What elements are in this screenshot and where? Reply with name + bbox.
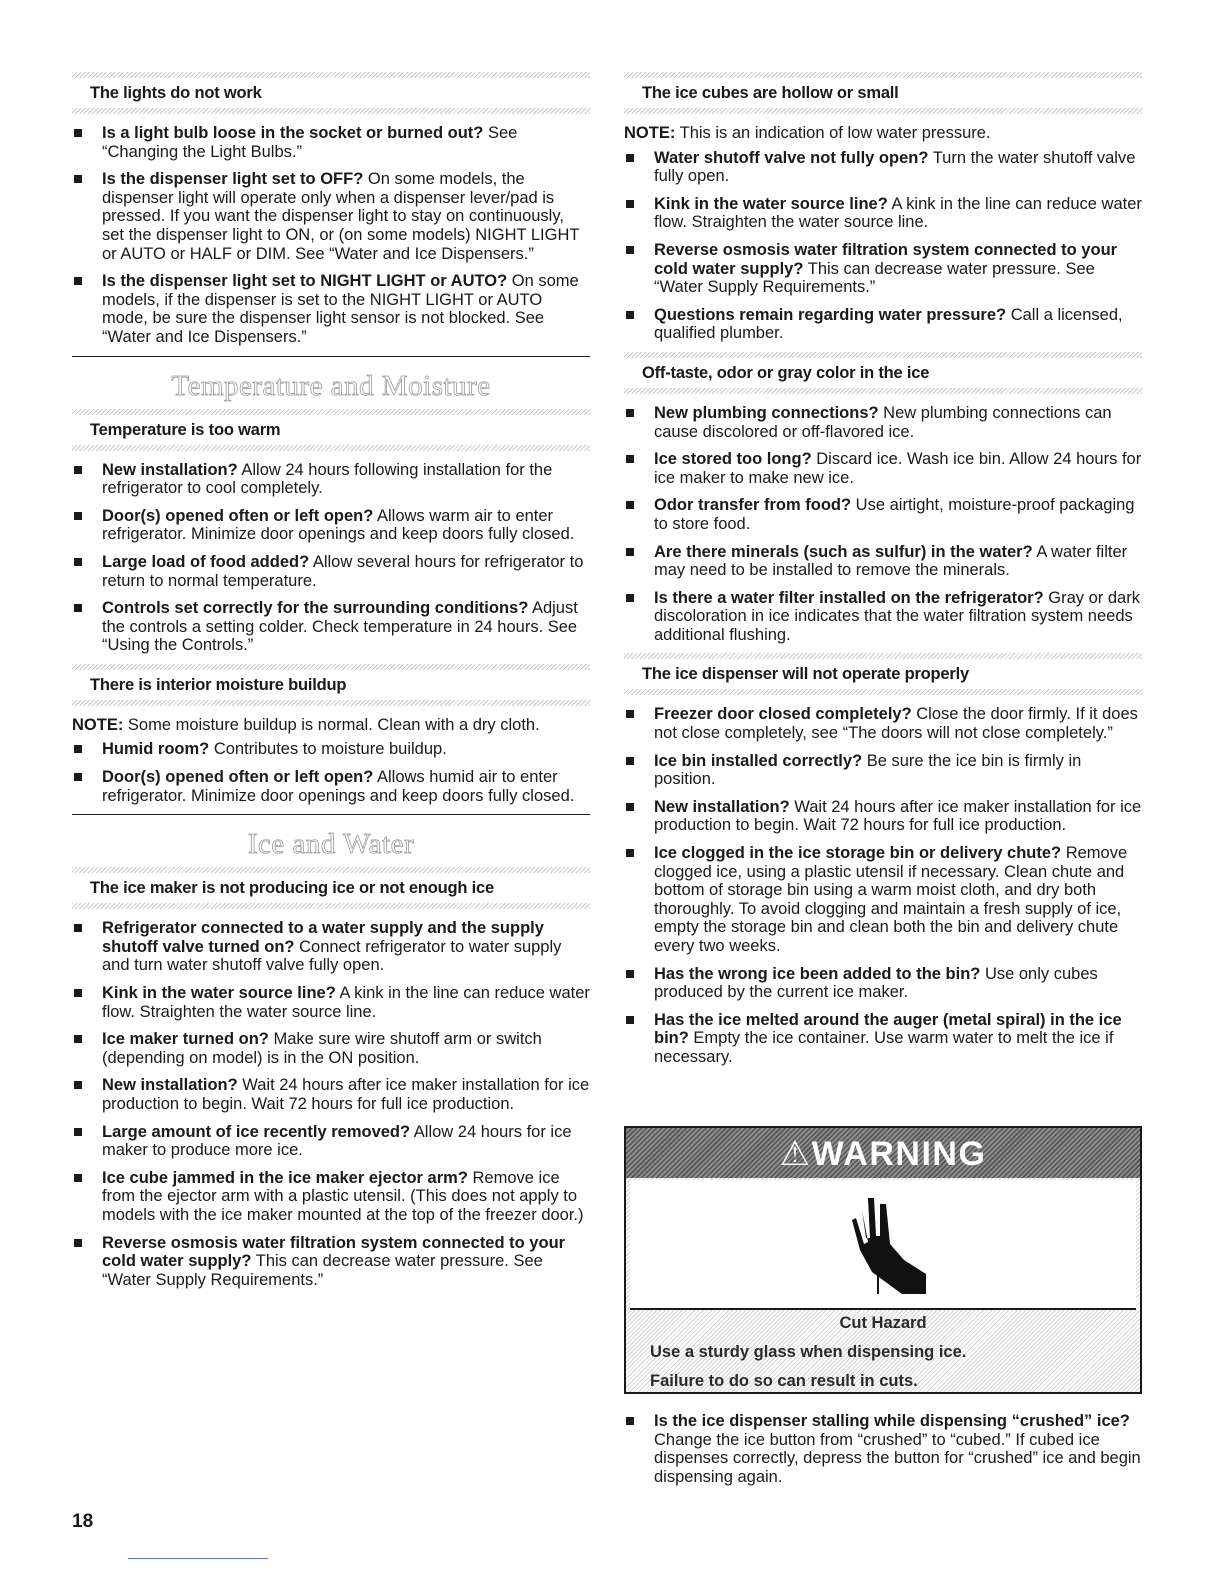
list-item: Ice stored too long? Discard ice. Wash ice bin. Allow 24 hours for ice maker to make new ice. [624,450,1142,487]
list-item: Is the ice dispenser stalling while dispensing “crushed” ice? Change the ice button from “crushed” to “cubed.” If cubed ice dispenses correctly, depress the button for “crushed” ice and begin dispensing again. [624,1412,1142,1486]
footer-link-line [128,1558,268,1559]
subsection-dispenser [624,653,1142,695]
divider-band [624,108,1142,114]
left-column [72,72,590,1298]
section-title-ice-water: Ice and Water [247,828,415,861]
subsection-heading: The ice cubes are hollow or small [642,84,899,102]
subsection-heading: Temperature is too warm [90,420,281,439]
subsection-heading: There is interior moisture buildup [90,675,347,694]
warning-box [624,1126,1142,1394]
right-column [624,72,1142,1076]
list-item: Questions remain regarding water pressure? Call a licensed, qualified plumber. [624,306,1142,343]
list-item: Kink in the water source line? A kink in the line can reduce water flow. Straighten the water source line. [72,984,590,1021]
subsection-moisture [72,664,590,706]
subsection-ice-maker [72,867,590,909]
subsection-temp-warm [72,409,590,451]
list-item: Door(s) opened often or left open? Allows humid air to enter refrigerator. Minimize door openings and keep doors fully closed. [72,768,590,805]
subsection-heading: The ice dispenser will not operate properly [642,665,969,684]
warning-heading: ⚠WARNING [626,1128,1140,1178]
divider-band [72,903,590,909]
divider-band [624,388,1142,394]
bullet-list [72,919,590,1289]
bullet-list [624,404,1142,645]
bullet-list [72,740,590,805]
list-item: Is the dispenser light set to OFF? On some models, the dispenser light will operate only when a dispenser lever/pad is pressed. If you want the dispenser light to stay on continuously, set the dispenser light to ON, or (on some models) NIGHT LIGHT or AUTO or HALF or DIM. See “Water and Ice Dispensers.” [72,170,590,263]
bullet-list [624,149,1142,343]
list-item: Ice bin installed correctly? Be sure the ice bin is firmly in position. [624,752,1142,789]
bullet-list [624,705,1142,1066]
list-item: Reverse osmosis water filtration system connected to your cold water supply? This can decrease water pressure. See “Water Supply Requirements.” [72,1234,590,1290]
subsection-heading: The lights do not work [90,84,262,102]
divider-band [72,700,590,706]
list-item: Is a light bulb loose in the socket or burned out? See “Changing the Light Bulbs.” [72,124,590,161]
list-item: Odor transfer from food? Use airtight, moisture-proof packaging to store food. [624,496,1142,533]
list-item: Has the ice melted around the auger (metal spiral) in the ice bin? Empty the ice container. Use warm water to melt the ice if necessary. [624,1011,1142,1067]
list-item: Has the wrong ice been added to the bin? Use only cubes produced by the current ice maker. [624,965,1142,1002]
list-item: Large load of food added? Allow several hours for refrigerator to return to normal temperature. [72,553,590,590]
after-warning [624,1412,1142,1495]
note: NOTE: Some moisture buildup is normal. Clean with a dry cloth. [72,715,540,734]
list-item: Humid room? Contributes to moisture buildup. [72,740,590,759]
list-item: Large amount of ice recently removed? Allow 24 hours for ice maker to produce more ice. [72,1123,590,1160]
list-item: Door(s) opened often or left open? Allows warm air to enter refrigerator. Minimize door openings and keep doors fully closed. [72,507,590,544]
list-item: Is the dispenser light set to NIGHT LIGHT or AUTO? On some models, if the dispenser is set to the NIGHT LIGHT or AUTO mode, be sure the dispenser light sensor is not blocked. See “Water and Ice Dispensers.” [72,272,590,346]
list-item: Ice cube jammed in the ice maker ejector arm? Remove ice from the ejector arm with a plastic utensil. (This does not apply to models with the ice maker mounted at the top of the freezer door.) [72,1169,590,1225]
divider-band [72,108,590,114]
subsection-heading: Off-taste, odor or gray color in the ice [642,363,930,382]
list-item: Ice clogged in the ice storage bin or delivery chute? Remove clogged ice, using a plastic utensil if necessary. Clean chute and bottom of storage bin using a warm moist cloth, and dry both thoroughly. To avoid clogging and maintain a fresh supply of ice, empty the storage bin and clean both the bin and delivery chute every two weeks. [624,844,1142,956]
list-item: New installation? Wait 24 hours after ice maker installation for ice production to begin. Wait 72 hours for full ice production. [624,798,1142,835]
divider-band [72,445,590,451]
warning-line: Use a sturdy glass when dispensing ice. [650,1342,967,1361]
list-item: Are there minerals (such as sulfur) in the water? A water filter may need to be installed to remove the minerals. [624,543,1142,580]
subsection-heading: The ice maker is not producing ice or not enough ice [90,879,495,898]
list-item: Is there a water filter installed on the refrigerator? Gray or dark discoloration in ice indicates that the water filtration system needs additional flushing. [624,589,1142,645]
bullet-list [72,124,590,347]
subsection-odor [624,352,1142,394]
list-item: Ice maker turned on? Make sure wire shutoff arm or switch (depending on model) is in the ON position. [72,1030,590,1067]
list-item: Water shutoff valve not fully open? Turn the water shutoff valve fully open. [624,149,1142,186]
warning-body [626,1314,1140,1402]
page-number: 18 [72,1511,94,1532]
warning-title: Cut Hazard [839,1314,927,1332]
list-item: Freezer door closed completely? Close the door firmly. If it does not close completely, see “The doors will not close completely.” [624,705,1142,742]
list-item: Controls set correctly for the surrounding conditions? Adjust the controls a setting colder. Check temperature in 24 hours. See “Using the Controls.” [72,599,590,655]
warning-icon-area [630,1180,1136,1310]
bullet-list [72,461,590,655]
bullet-list [624,1412,1142,1486]
list-item: Kink in the water source line? A kink in the line can reduce water flow. Straighten the water source line. [624,195,1142,232]
warning-line: Failure to do so can result in cuts. [650,1372,918,1391]
list-item: New installation? Allow 24 hours following installation for the refrigerator to cool completely. [72,461,590,498]
list-item: New plumbing connections? New plumbing connections can cause discolored or off-flavored ice. [624,404,1142,441]
list-item: New installation? Wait 24 hours after ice maker installation for ice production to begin. Wait 72 hours for full ice production. [72,1076,590,1113]
section-title-temperature: Temperature and Moisture [171,369,491,402]
cut-hand-icon [842,1190,932,1300]
divider-band [624,689,1142,695]
list-item: Reverse osmosis water filtration system connected to your cold water supply? This can decrease water pressure. See “Water Supply Requirements.” [624,241,1142,297]
note: NOTE: This is an indication of low water pressure. [624,124,991,142]
subsection-lights [72,72,590,114]
list-item: Refrigerator connected to a water supply and the supply shutoff valve turned on? Connect refrigerator to water supply and turn water shutoff valve fully open. [72,919,590,975]
subsection-hollow [624,72,1142,114]
